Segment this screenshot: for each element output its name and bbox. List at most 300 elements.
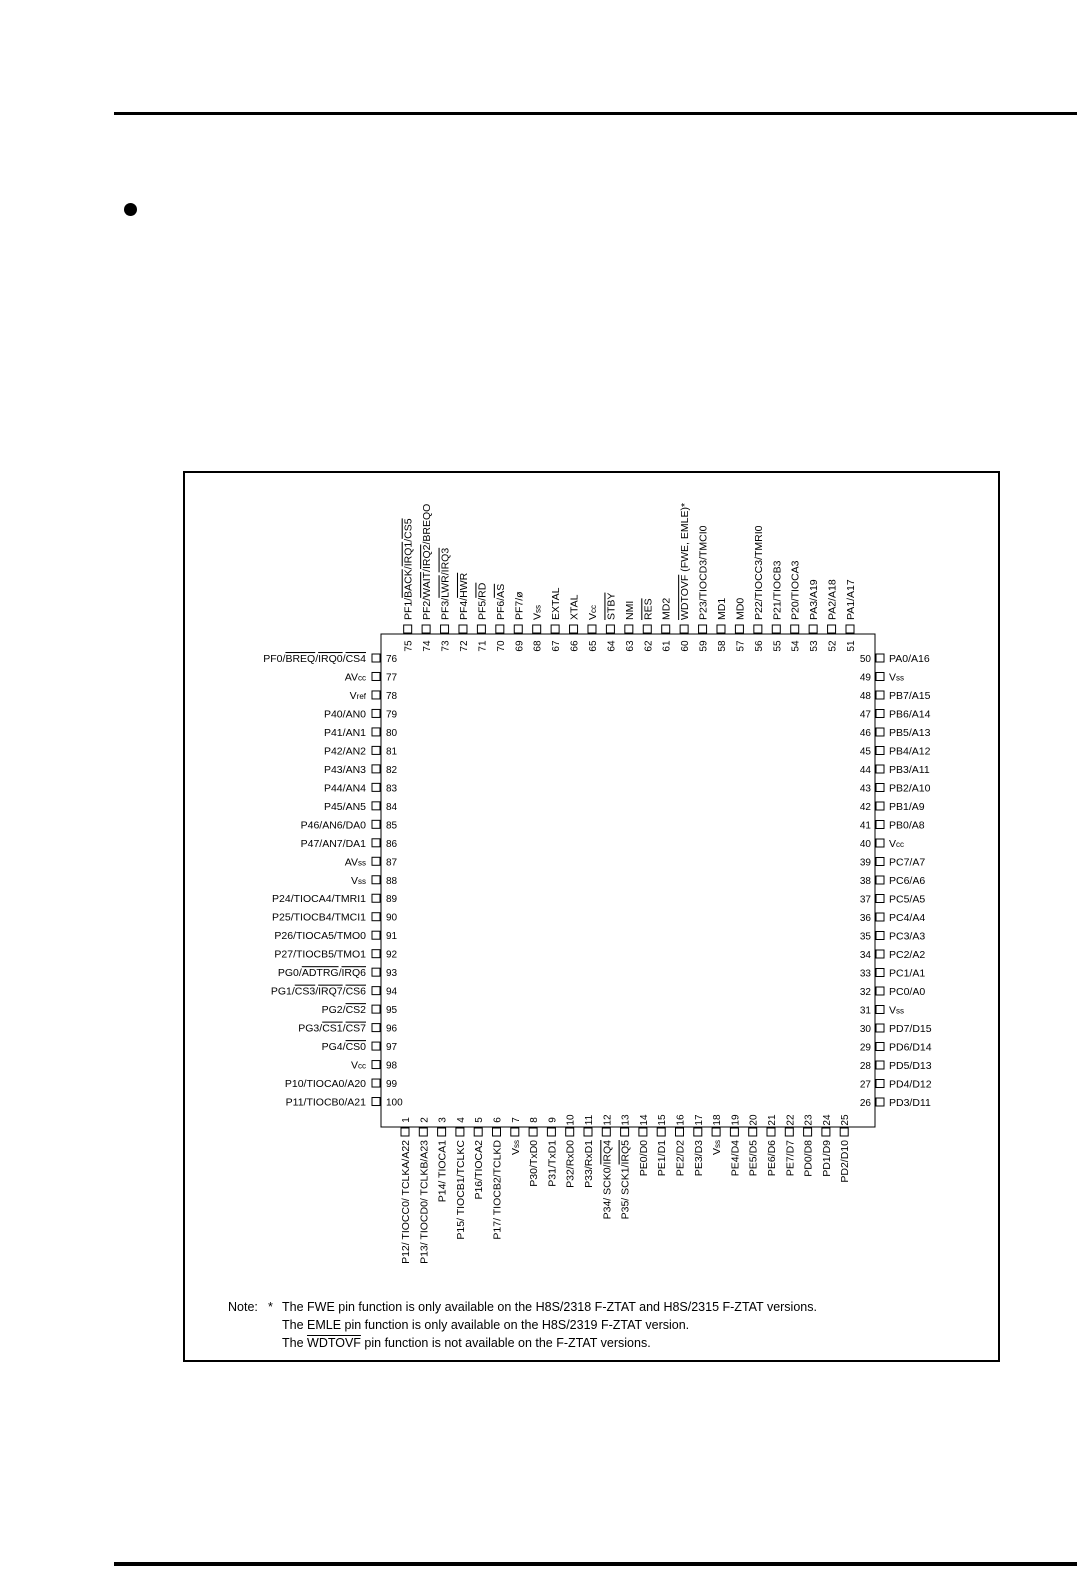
pin-label: PC6/A6 [889,875,926,887]
pin-3 [437,1117,449,1202]
pin-pad [876,913,884,921]
pin-number: 70 [495,640,507,652]
pin-53 [808,579,820,651]
pin-pad [680,625,688,633]
pin-78 [350,690,398,702]
pin-pad [372,1005,380,1013]
note-label: Note: [228,1300,258,1314]
pin-label: PB7/A15 [889,690,931,702]
pin-label: PC0/A0 [889,986,926,998]
pin-label: PA3/A19 [808,579,821,620]
pin-number: 44 [859,765,871,776]
pin-22 [784,1114,796,1176]
note-line-3: The WDTOVF pin function is not available on the F-ZTAT versions. [282,1336,651,1350]
pin-number: 43 [859,783,871,795]
pin-number: 16 [675,1114,687,1126]
pin-37 [860,894,925,906]
pin-85 [301,819,398,831]
pin-number: 45 [859,746,871,758]
pin-38 [860,875,925,887]
pin-number: 63 [624,640,636,652]
pin-number: 54 [790,640,802,652]
pin-pad [372,876,380,884]
pin-pad [372,691,380,699]
pin-label: P26/TIOCA5/TMO0 [274,930,366,943]
pin-number: 89 [386,894,398,906]
pin-pad [791,625,799,633]
pin-label: P24/TIOCA4/TMRI1 [272,893,366,906]
pin-number: 91 [386,931,398,943]
pin-pad [822,1128,830,1136]
pin-80 [324,727,398,739]
pin-label: PB1/A9 [889,801,925,813]
pin-82 [324,764,398,776]
pin-label: P13/ TIOCD0/ TCLKB/A23 [418,1140,431,1264]
pin-52 [827,579,839,651]
pin-number: 99 [386,1079,398,1091]
note-line-1: The FWE pin function is only available on the H8S/2318 F-ZTAT and H8S/2315 F-ZTAT versions. [282,1300,817,1314]
pin-pad [372,1024,380,1032]
pin-label: PC4/A4 [889,912,926,924]
pin-number: 31 [859,1005,871,1017]
pin-24 [821,1114,833,1177]
pin-pad [372,913,380,921]
pin-75 [403,518,415,651]
pin-number: 7 [510,1117,522,1123]
pin-41 [860,820,925,832]
package-outline [381,634,875,1127]
pin-number: 46 [859,728,871,739]
pin-label: P21/TIOCB3 [771,560,784,620]
pin-69 [513,591,525,652]
pin-pad [493,1128,501,1136]
pin-pad [876,895,884,903]
pin-pad [372,820,380,828]
pin-55 [771,560,783,651]
pin-label: XTAL [568,594,581,620]
pin-pad [876,858,884,866]
pin-label: PA0/A16 [889,653,930,665]
pin-label: P10/TIOCA0/A20 [284,1078,366,1091]
pin-98 [351,1060,398,1072]
pin-label: Vss [350,874,366,887]
pin-number: 42 [859,802,871,813]
pin-number: 38 [859,876,871,887]
pin-68 [532,605,544,652]
pin-number: 97 [386,1042,398,1054]
pin-number: 8 [529,1117,541,1123]
pin-pad [876,1080,884,1088]
pin-pad [372,1061,380,1069]
pin-number: 60 [680,640,692,652]
pin-74 [421,504,433,652]
pin-number: 32 [859,987,871,998]
pin-label: P11/TIOCB0/A21 [285,1096,366,1109]
pin-number: 6 [492,1117,504,1123]
pin-pad [694,1128,702,1136]
bottom-rule [114,1562,1077,1566]
pin-label: PE6/D6 [766,1140,778,1177]
pin-49 [860,672,904,684]
pin-59 [698,525,710,651]
pin-number: 39 [859,857,871,869]
pin-label: PF3/LWR/IRQ3 [439,547,452,620]
pin-92 [274,949,397,961]
note-line-2: The EMLE pin function is only available on the H8S/2319 F-ZTAT version. [282,1318,690,1332]
pin-label: P41/AN1 [323,726,366,739]
pin-18 [711,1114,723,1155]
pin-pad [676,1128,684,1136]
pin-pad [876,950,884,958]
pin-7 [510,1117,522,1155]
pin-43 [860,783,931,795]
pin-label: PB3/A11 [889,764,930,776]
pin-label: PC5/A5 [889,893,926,906]
pin-93 [278,967,398,979]
pin-pad [730,1128,738,1136]
pin-number: 67 [551,640,563,652]
pin-pad [625,625,633,633]
pin-number: 47 [859,709,871,721]
pin-pad [474,1128,482,1136]
pin-number: 82 [386,764,398,776]
pin-number: 37 [859,894,871,906]
pin-54 [790,560,802,651]
pin-number: 81 [386,746,398,758]
pin-label: Vss [531,604,544,620]
pin-number: 53 [809,640,821,652]
pin-label: P22/TIOCC3/TMRI0 [752,525,765,620]
pin-number: 50 [859,654,871,665]
pin-25 [839,1114,851,1183]
pin-5 [473,1117,485,1200]
pin-number: 77 [386,672,398,684]
pin-pad [876,654,884,662]
pin-number: 65 [587,640,599,652]
pin-pad [422,625,430,633]
pin-label: PB5/A13 [889,727,931,739]
pin-47 [860,709,931,721]
pin-pad [372,1042,380,1050]
pin-number: 23 [803,1114,815,1126]
pin-32 [860,986,925,998]
pin-label: PF2/WAIT/IRQ2/BREQO [421,503,434,620]
pin-pad [876,1006,884,1014]
pin-label: P12/ TIOCC0/ TCLKA/A22 [400,1140,412,1264]
pin-label: PG2/CS2 [321,1004,366,1017]
pin-label: PE1/D1 [656,1140,669,1177]
note-line-3-signal: WDTOVF [307,1336,361,1350]
pin-label: PG3/CS1/CS7 [298,1022,366,1035]
pin-number: 78 [386,690,398,702]
pin-pad [840,1128,848,1136]
pin-label: PG4/CS0 [321,1041,366,1054]
pin-pad [372,654,380,662]
pin-15 [656,1114,668,1176]
pin-number: 87 [386,857,398,869]
pin-pad [477,625,485,633]
pin-88 [351,875,398,887]
pin-23 [803,1114,815,1177]
pin-number: 26 [859,1098,871,1109]
pin-pad [372,1098,380,1106]
pin-76 [263,653,397,665]
pin-17 [693,1114,705,1176]
pin-pad [876,710,884,718]
pin-33 [860,968,925,980]
pin-pad [372,802,380,810]
pin-label: PB4/A12 [889,745,931,758]
pin-11 [583,1114,595,1187]
pin-pad [754,625,762,633]
pin-14 [638,1114,650,1176]
pin-label: Vref [349,689,366,702]
pin-number: 9 [547,1117,559,1123]
pin-10 [565,1114,577,1188]
pin-label: P15/ TIOCB1/TCLKC [454,1140,467,1240]
pin-number: 51 [846,640,857,652]
pin-66 [569,594,581,651]
pin-71 [476,582,488,651]
pin-pad [372,672,380,680]
pin-pad [749,1128,757,1136]
pin-pad [876,1061,884,1069]
pin-number: 72 [458,640,470,652]
pin-50 [860,653,930,665]
pin-pad [657,1128,665,1136]
pin-pad [438,1128,446,1136]
pin-pad [372,931,380,939]
pin-pad [372,765,380,773]
pin-label: PE4/D4 [729,1140,742,1177]
pin-number: 74 [422,640,434,652]
pin-label: PF0/BREQ/IRQ0/CS4 [263,653,366,665]
pin-label: AVcc [344,671,366,684]
pin-61 [661,598,673,652]
pin-pad [372,894,380,902]
pin-number: 14 [638,1114,650,1126]
pin-pad [876,673,884,681]
pin-6 [492,1117,504,1240]
pin-number: 2 [419,1117,431,1123]
pin-number: 85 [386,820,398,832]
pin-label: Vcc [350,1059,366,1072]
pin-number: 34 [859,950,871,961]
pin-number: 29 [859,1042,871,1054]
pin-31 [860,1005,904,1017]
pin-pad [533,625,541,633]
pin-label: PC2/A2 [889,949,926,961]
pin-73 [440,548,452,652]
pin-1 [400,1117,412,1264]
pin-number: 66 [569,640,581,652]
pin-number: 57 [735,640,747,652]
pin-pad [876,747,884,755]
pin-97 [322,1041,398,1053]
pin-pad [699,625,707,633]
pin-pad [496,625,504,633]
pin-number: 52 [827,640,839,652]
pin-number: 12 [602,1114,614,1126]
pin-label: P47/AN7/DA1 [300,837,366,850]
pin-pad [584,1128,592,1136]
pin-100 [286,1097,403,1109]
pin-pad [459,625,467,633]
pin-label: PC1/A1 [889,967,926,980]
pin-65 [587,605,599,652]
pin-pad [372,839,380,847]
pin-58 [716,598,728,652]
pin-label: P23/TIOCD3/TMCI0 [697,525,710,620]
pin-pad [876,728,884,736]
pin-label: Vss [889,671,905,684]
pin-label: PB0/A8 [889,819,925,832]
pin-pad [602,1128,610,1136]
pin-2 [418,1117,430,1264]
pin-number: 13 [620,1114,632,1126]
pin-number: 88 [386,875,398,887]
pin-12 [601,1114,613,1219]
pin-pad [876,987,884,995]
pin-35 [860,931,925,943]
pin-number: 25 [840,1114,852,1126]
pin-number: 21 [767,1114,778,1126]
pin-number: 68 [532,640,544,652]
pin-39 [860,857,925,869]
pin-label: PD7/D15 [889,1023,932,1035]
pin-56 [753,525,765,651]
pin-label: Vss [711,1140,724,1156]
pin-60 [679,503,691,652]
pin-96 [298,1023,397,1035]
pin-pad [876,839,884,847]
pin-number: 59 [698,640,710,652]
pin-pad [809,625,817,633]
pin-label: P43/AN3 [323,763,366,776]
pin-67 [550,587,562,651]
pin-label: MD1 [715,597,728,620]
pin-label: P40/AN0 [323,708,366,721]
pin-number: 84 [386,801,398,813]
pin-label: PE2/D2 [674,1140,687,1177]
pin-number: 48 [859,691,871,702]
pin-label: NMI [623,600,636,620]
pin-pad [846,625,854,633]
pin-label: PD0/D8 [802,1140,815,1177]
pin-number: 3 [437,1117,449,1123]
pin-number: 22 [785,1114,797,1126]
pin-90 [272,912,398,924]
pin-number: 93 [386,968,398,980]
pin-87 [345,856,398,868]
pin-number: 94 [386,986,398,998]
pin-30 [860,1023,932,1035]
pin-label: Vss [509,1140,522,1156]
pin-pad [372,746,380,754]
pin-label: PA1/A17 [845,579,857,620]
pin-62 [642,598,654,651]
pin-label: PF1/BACK/IRQ1/CS5 [402,518,415,620]
pin-number: 95 [386,1005,398,1017]
pin-label: P35/ SCK1/IRQ5 [619,1140,632,1220]
pin-81 [324,745,398,757]
pin-number: 100 [386,1097,403,1109]
pin-label: PE3/D3 [692,1140,705,1177]
pin-77 [345,671,398,683]
pin-95 [322,1004,398,1016]
pin-number: 40 [859,839,871,850]
pin-pad [804,1128,812,1136]
pin-70 [495,584,507,652]
pin-pad [372,857,380,865]
pin-28 [860,1060,932,1072]
pin-label: PG0/ADTRG/IRQ6 [277,967,366,980]
pin-40 [860,838,904,850]
pin-label: P32/RxD0 [564,1140,577,1188]
pin-19 [729,1114,741,1176]
pin-pad [401,1128,409,1136]
pin-number: 10 [565,1114,577,1126]
pin-pad [621,1128,629,1136]
pin-pad [588,625,596,633]
pin-label: P44/AN4 [323,782,366,795]
pin-72 [458,572,470,651]
pin-number: 61 [661,640,673,652]
pin-34 [860,949,925,961]
pin-4 [455,1117,467,1240]
pin-number: 19 [730,1114,742,1126]
pin-pad [639,1128,647,1136]
pin-label: PF7/ø [513,591,526,620]
pin-pad [876,1043,884,1051]
pin-pad [876,784,884,792]
pin-label: PD4/D12 [889,1078,932,1091]
pin-label: WDTOVF (FWE, EMLE)* [679,502,692,620]
pin-number: 36 [859,913,871,924]
pin-label: P17/ TIOCB2/TCLKD [491,1140,504,1240]
pin-13 [620,1114,632,1219]
pin-label: PF5/RD [476,582,489,620]
pin-label: MD0 [734,597,747,620]
pin-number: 11 [584,1114,595,1126]
pin-label: P27/TIOCB5/TMO1 [274,948,366,961]
pin-57 [734,598,746,652]
pin-number: 15 [657,1114,669,1126]
pin-number: 24 [821,1114,833,1126]
pin-label: PD2/D10 [839,1140,852,1183]
pin-pad [372,1079,380,1087]
pin-label: P30/TxD0 [528,1140,541,1187]
pin-label: PD1/D9 [820,1140,833,1177]
pin-pad [547,1128,555,1136]
pin-number: 62 [643,640,655,652]
pin-label: P45/AN5 [323,800,366,813]
pin-label: P20/TIOCA3 [789,560,802,620]
pin-94 [271,986,398,998]
note-marker: * [268,1300,273,1314]
pin-pad [511,1128,519,1136]
pin-label: PE0/D0 [637,1140,650,1177]
pin-84 [324,801,398,813]
pin-label: P25/TIOCB4/TMCI1 [272,911,366,924]
pin-label: PD3/D11 [889,1097,931,1109]
pin-45 [860,746,931,758]
pin-number: 41 [859,820,871,832]
pin-number: 92 [386,949,398,961]
pin-pad [570,625,578,633]
pin-pad [717,625,725,633]
pin-16 [675,1114,687,1176]
